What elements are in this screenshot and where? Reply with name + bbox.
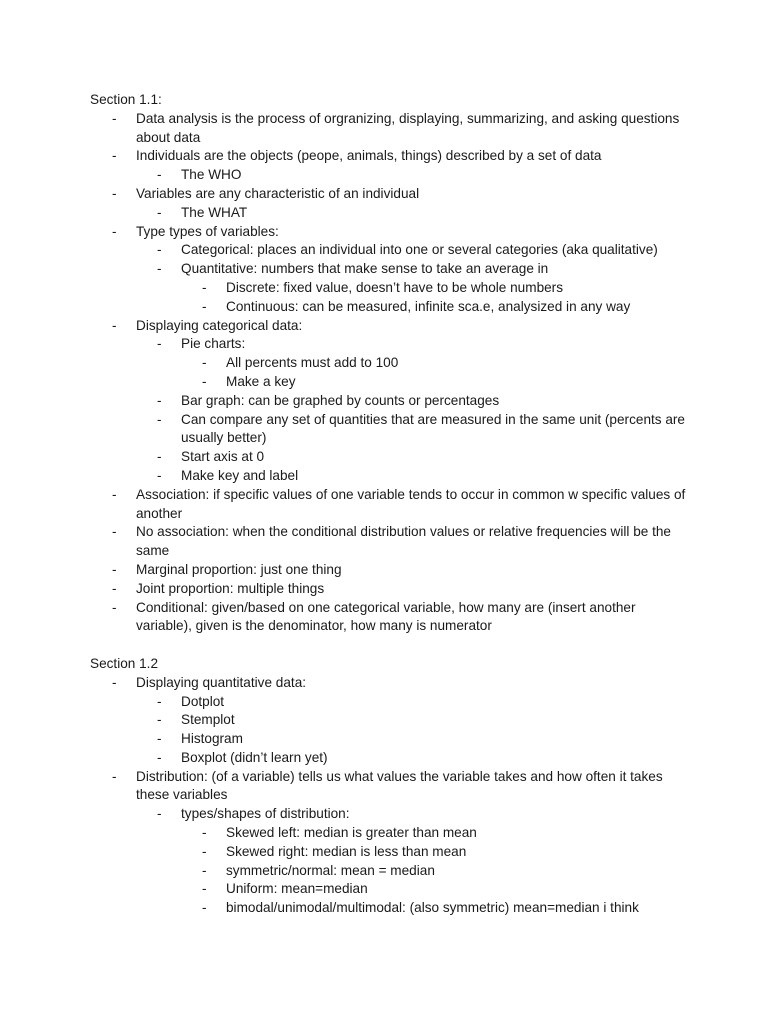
list-item	[90, 354, 690, 373]
list-item	[90, 899, 690, 918]
list-item	[90, 279, 690, 298]
list-item-text: Continuous: can be measured, infinite sca.e, analysized in any way	[226, 298, 631, 314]
list-item-text: Stemplot	[181, 712, 235, 728]
list-item-text: Skewed right: median is less than mean	[226, 843, 467, 859]
list-item-text: Can compare any set of quantities that are measured in the same unit (percents are usually better)	[181, 411, 685, 446]
bullet-dash: -	[157, 392, 162, 408]
list-item-text: Boxplot (didn’t learn yet)	[181, 749, 328, 765]
list-item-text: Conditional: given/based on one categorical variable, how many are (insert another variable), given is the denominator, how many is numerator	[136, 599, 636, 634]
list-item-text: Start axis at 0	[181, 449, 265, 465]
list-item-text: Variables are any characteristic of an individual	[136, 185, 420, 201]
list-item	[90, 110, 690, 148]
list-item	[90, 843, 690, 862]
list-item-text: Association: if specific values of one variable tends to occur in common w specific values of another	[136, 486, 686, 521]
bullet-dash: -	[202, 843, 207, 859]
list-item-text: Make key and label	[181, 467, 299, 483]
list-item	[90, 392, 690, 411]
list-item-text: Bar graph: can be graphed by counts or percentages	[181, 392, 500, 408]
bullet-dash: -	[112, 317, 117, 333]
list-item-text: Pie charts:	[181, 336, 246, 352]
list-item	[90, 599, 690, 637]
bullet-dash: -	[112, 768, 117, 784]
bullet-dash: -	[202, 900, 207, 916]
section-spacer	[90, 636, 690, 655]
list-item	[90, 223, 690, 242]
bullet-dash: -	[157, 693, 162, 709]
list-item-text: Skewed left: median is greater than mean	[226, 825, 477, 841]
list-item-text: Quantitative: numbers that make sense to take an average in	[181, 261, 549, 277]
section-heading: Section 1.1:	[90, 92, 162, 107]
bullet-dash: -	[157, 449, 162, 465]
list-item	[90, 862, 690, 881]
list-item	[90, 730, 690, 749]
list-item-text: Uniform: mean=median	[226, 881, 368, 897]
list-item	[90, 749, 690, 768]
list-item-text: bimodal/unimodal/multimodal: (also symmetric) mean=median i think	[226, 900, 639, 916]
bullet-dash: -	[157, 712, 162, 728]
bullet-dash: -	[112, 524, 117, 540]
bullet-dash: -	[202, 862, 207, 878]
bullet-dash: -	[157, 261, 162, 277]
bullet-dash: -	[112, 599, 117, 615]
list-item	[90, 298, 690, 317]
list-item	[90, 147, 690, 166]
list-item	[90, 486, 690, 524]
list-item-text: Joint proportion: multiple things	[136, 580, 325, 596]
list-item-text: Discrete: fixed value, doesn’t have to be whole numbers	[226, 279, 564, 295]
list-item	[90, 241, 690, 260]
list-item-text: Displaying quantitative data:	[136, 674, 307, 690]
list-item-text: Individuals are the objects (peope, animals, things) described by a set of data	[136, 148, 602, 164]
list-item	[90, 185, 690, 204]
bullet-dash: -	[157, 167, 162, 183]
list-item	[90, 693, 690, 712]
bullet-dash: -	[157, 467, 162, 483]
bullet-dash: -	[112, 185, 117, 201]
list-item	[90, 805, 690, 824]
section-heading: Section 1.2	[90, 655, 159, 671]
list-item-text: symmetric/normal: mean = median	[226, 862, 435, 878]
bullet-dash: -	[202, 298, 207, 314]
list-item-text: Marginal proportion: just one thing	[136, 561, 342, 577]
list-item-text: The WHO	[181, 167, 242, 183]
bullet-dash: -	[157, 411, 162, 427]
list-item	[90, 204, 690, 223]
list-item	[90, 523, 690, 561]
list-item	[90, 824, 690, 843]
list-item-text: Type types of variables:	[136, 223, 279, 239]
list-item-text: Make a key	[226, 373, 296, 389]
bullet-dash: -	[202, 881, 207, 897]
list-item-text: Dotplot	[181, 693, 225, 709]
list-item	[90, 448, 690, 467]
list-item	[90, 561, 690, 580]
list-item-text: All percents must add to 100	[226, 355, 399, 371]
bullet-dash: -	[157, 749, 162, 765]
list-item	[90, 674, 690, 693]
bullet-dash: -	[112, 674, 117, 690]
bullet-dash: -	[202, 373, 207, 389]
bullet-dash: -	[202, 825, 207, 841]
list-item-text: Data analysis is the process of orgranizing, displaying, summarizing, and asking questions about data	[136, 110, 680, 145]
list-item	[90, 373, 690, 392]
bullet-dash: -	[112, 580, 117, 596]
list-item	[90, 467, 690, 486]
bullet-dash: -	[157, 336, 162, 352]
bullet-dash: -	[112, 486, 117, 502]
list-item-text: No association: when the conditional distribution values or relative frequencies will be the same	[136, 524, 671, 559]
bullet-dash: -	[157, 204, 162, 220]
list-item	[90, 166, 690, 185]
bullet-dash: -	[202, 355, 207, 371]
list-item	[90, 580, 690, 599]
bullet-dash: -	[157, 242, 162, 258]
list-item-text: Categorical: places an individual into one or several categories (aka qualitative)	[181, 242, 658, 258]
list-item	[90, 260, 690, 279]
list-item-text: The WHAT	[181, 204, 248, 220]
list-item-text: Distribution: (of a variable) tells us what values the variable takes and how often it takes these variables	[136, 768, 663, 803]
bullet-dash: -	[202, 279, 207, 295]
bullet-dash: -	[157, 731, 162, 747]
bullet-dash: -	[112, 561, 117, 577]
bullet-dash: -	[157, 806, 162, 822]
list-item	[90, 880, 690, 899]
bullet-dash: -	[112, 110, 117, 126]
list-item-text: types/shapes of distribution:	[181, 806, 350, 822]
list-item	[90, 711, 690, 730]
document-body	[90, 91, 690, 918]
list-item	[90, 768, 690, 806]
list-item	[90, 411, 690, 449]
list-item-text: Histogram	[181, 731, 243, 747]
bullet-dash: -	[112, 223, 117, 239]
list-item-text: Displaying categorical data:	[136, 317, 303, 333]
list-item	[90, 317, 690, 336]
bullet-dash: -	[112, 148, 117, 164]
list-item	[90, 335, 690, 354]
